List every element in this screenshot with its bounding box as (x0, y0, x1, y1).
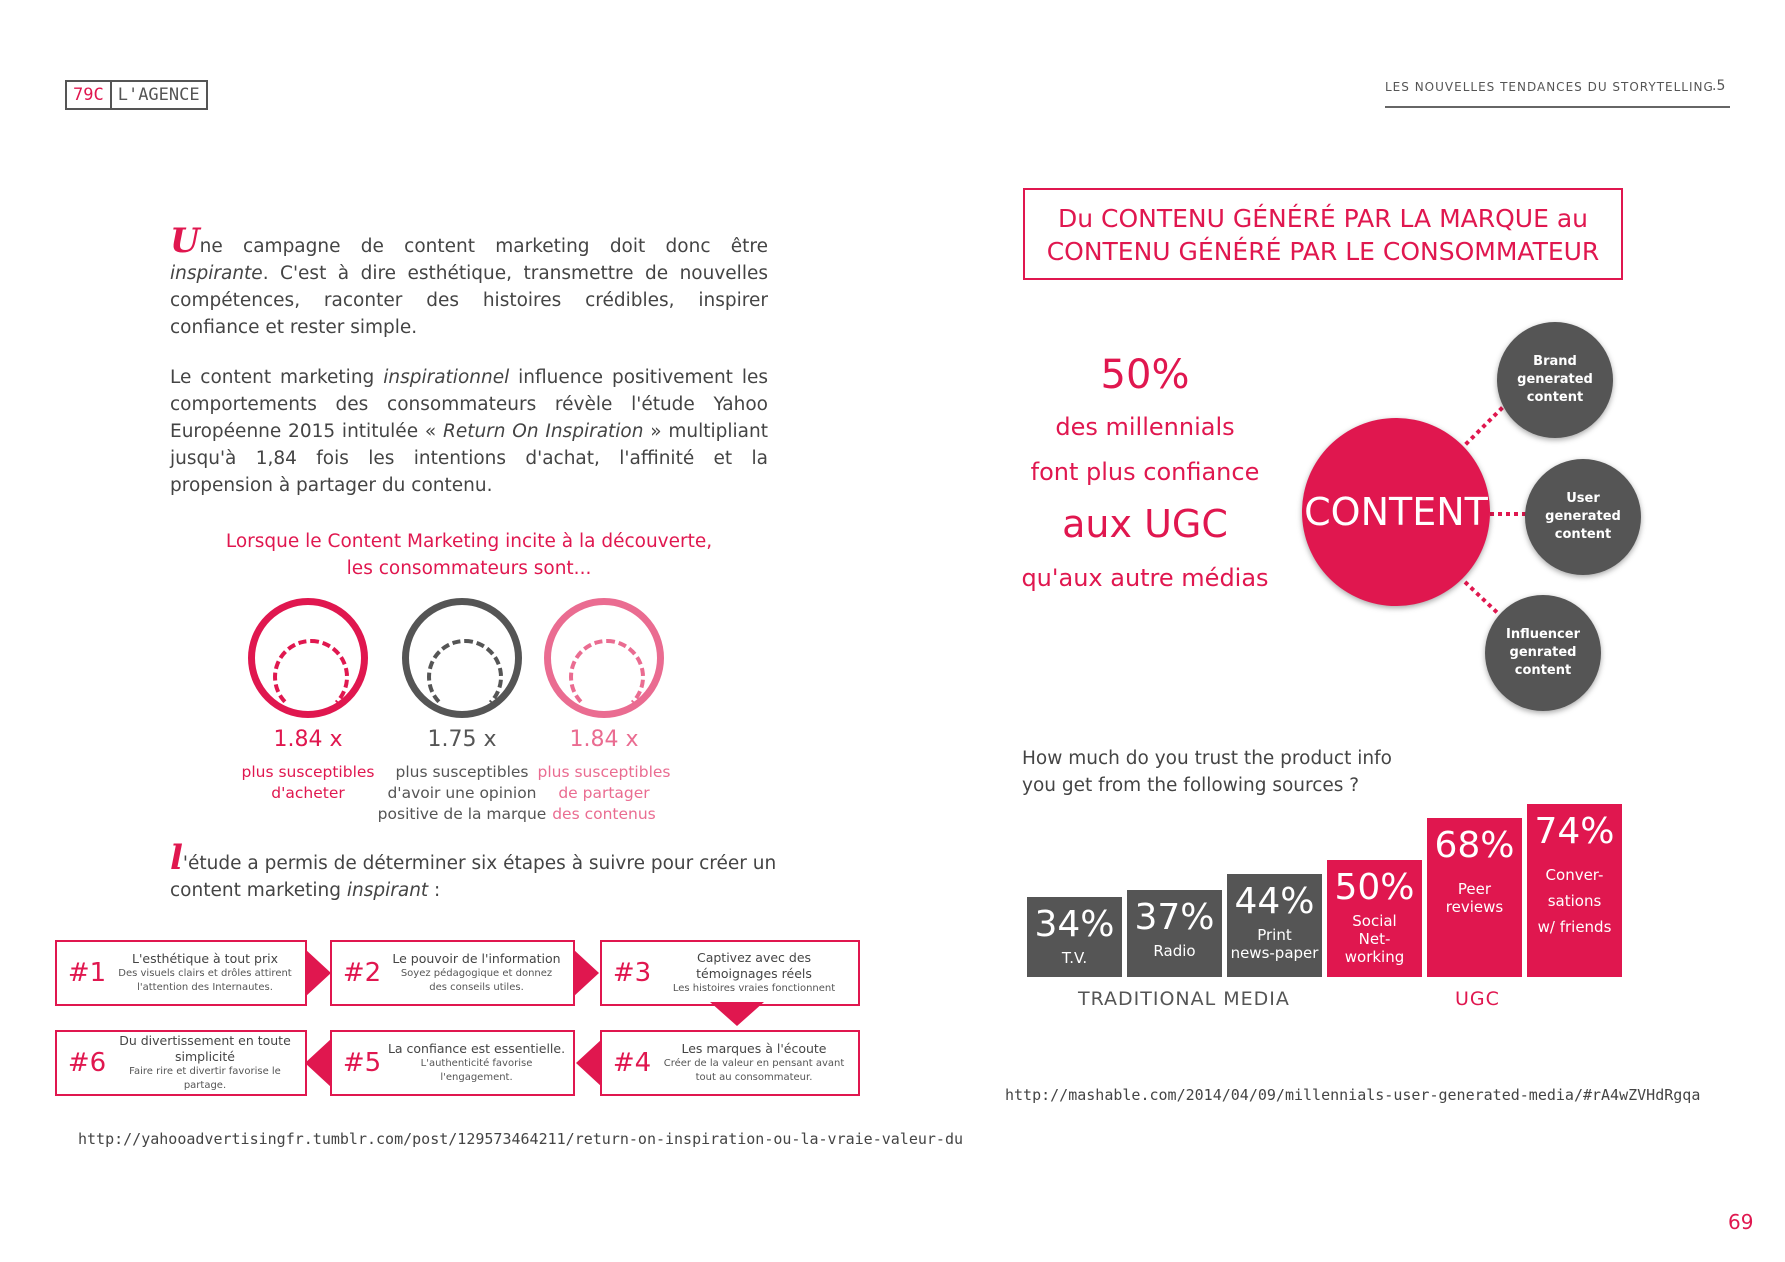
bar-value-label: 68% (1434, 825, 1515, 866)
discovery-lead: Lorsque le Content Marketing incite à la découverte, les consommateurs sont... (225, 531, 713, 579)
arrow-right-icon (305, 949, 331, 997)
header-title: LES NOUVELLES TENDANCES DU STORYTELLING (1385, 80, 1714, 94)
millennials-line-1: des millennials (1055, 413, 1235, 441)
bar-category-label: T.V. (1061, 949, 1088, 967)
source-link-mashable[interactable]: http://mashable.com/2014/04/09/millennials-user-generated-media/#rA4wZVHdRgqa (1005, 1086, 1701, 1104)
bubble-influencer: Influencer genrated content (1485, 595, 1601, 711)
bar-value-label: 50% (1334, 867, 1415, 908)
millennials-line-2: font plus confiance (1030, 458, 1260, 486)
step-2: #2 Le pouvoir de l'information Soyez pédagogique et donnez des conseils utiles. (330, 940, 575, 1006)
bubble-brand-generated: Brand generated content (1497, 322, 1613, 438)
bar-4 (1327, 860, 1422, 977)
dropcap-u: U (170, 221, 200, 261)
stat-value-opinion: 1.75 x (427, 727, 497, 752)
bar-category-label: Conver- sations w/ friends (1537, 866, 1612, 936)
bar-2 (1127, 890, 1222, 977)
content-circle: CONTENT (1302, 418, 1490, 606)
bar-category-label: Social Net- working (1344, 912, 1405, 966)
bar-category-label: Radio (1153, 942, 1196, 960)
header-rule (1385, 106, 1730, 108)
page-number: 69 (1728, 1210, 1754, 1234)
millennials-percent: 50% (1100, 352, 1190, 398)
header-page-ref: .5 (1712, 78, 1726, 94)
bar-category-label: Peer reviews (1445, 880, 1504, 916)
category-ugc: UGC (1455, 988, 1500, 1010)
logo-agence: L'AGENCE (117, 85, 200, 105)
intro-paragraph: Une campagne de content marketing doit donc être inspirante. C'est à dire esthétique, transmettre de nouvelles compétences, raconter des histoires crédibles, inspirer confiance et rester simple. (170, 221, 768, 338)
stat-desc-opinion: plus susceptibles d'avoir une opinion positive de la marque (377, 763, 547, 823)
millennials-line-3: aux UGC (1062, 502, 1228, 546)
study-paragraph: Le content marketing inspirationnel influence positivement les comportements des consommateurs révèle l'étude Yahoo Européenne 2015 intitulée « Return On Inspiration » multipliant jusqu'à 1,84 fois les intentions d'achat, l'affinité et la propension à partager du contenu. (170, 367, 768, 496)
bar-5 (1427, 818, 1522, 977)
bar-category-label: Print news-paper (1230, 926, 1319, 962)
agency-logo (65, 80, 208, 110)
step-3: #3 Captivez avec des témoignages réels Les histoires vraies fonctionnent (600, 940, 860, 1006)
category-traditional: TRADITIONAL MEDIA (1078, 988, 1290, 1010)
arrow-right-icon (573, 949, 599, 997)
bar-value-label: 74% (1534, 811, 1615, 852)
bar-value-label: 37% (1134, 897, 1215, 938)
millennials-line-4: qu'aux autre médias (1021, 564, 1269, 592)
bar-6 (1527, 804, 1622, 977)
logo-79c: 79C (67, 82, 112, 108)
bar-1 (1027, 897, 1122, 977)
step-1: #1 L'esthétique à tout prix Des visuels clairs et drôles attirent l'attention des Internautes. (55, 940, 307, 1006)
arrow-left-icon (576, 1039, 602, 1087)
stat-desc-share: plus susceptibles de partager des contenus (537, 763, 671, 823)
ring-icon-share (544, 598, 664, 718)
stat-value-share: 1.84 x (569, 727, 639, 752)
step-5: #5 La confiance est essentielle. L'authenticité favorise l'engagement. (330, 1030, 575, 1096)
bubble-user-generated: User generated content (1525, 459, 1641, 575)
arrow-down-icon (710, 1002, 764, 1026)
section-title-box: Du CONTENU GÉNÉRÉ PAR LA MARQUE au CONTENU GÉNÉRÉ PAR LE CONSOMMATEUR (1023, 188, 1623, 280)
dropcap-l: l (170, 838, 183, 878)
ring-icon-opinion (402, 598, 522, 718)
chart-question: How much do you trust the product info you get from the following sources ? (1022, 748, 1392, 796)
ring-icon-buy (248, 598, 368, 718)
stat-value-buy: 1.84 x (273, 727, 343, 752)
stat-desc-buy: plus susceptibles d'acheter (241, 763, 375, 802)
steps-intro: l'étude a permis de déterminer six étapes à suivre pour créer un content marketing inspirant : (170, 838, 777, 901)
bar-value-label: 34% (1034, 904, 1115, 945)
source-link-yahoo[interactable]: http://yahooadvertisingfr.tumblr.com/post/129573464211/return-on-inspiration-ou-la-vraie-valeur-du (78, 1130, 964, 1148)
step-4: #4 Les marques à l'écoute Créer de la valeur en pensant avant tout au consommateur. (600, 1030, 860, 1096)
bar-value-label: 44% (1234, 881, 1315, 922)
step-6: #6 Du divertissement en toute simplicité Faire rire et divertir favorise le partage. (55, 1030, 307, 1096)
bar-3 (1227, 874, 1322, 977)
arrow-left-icon (305, 1039, 331, 1087)
